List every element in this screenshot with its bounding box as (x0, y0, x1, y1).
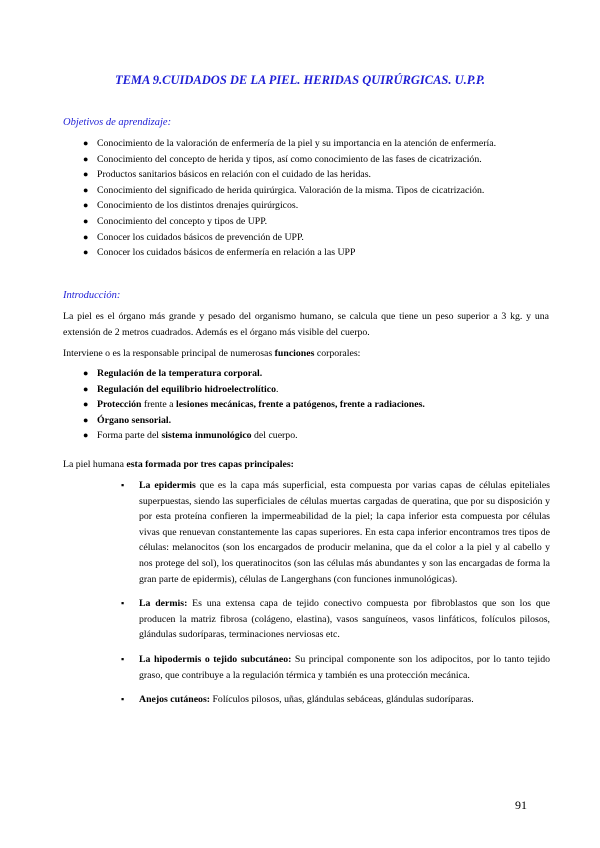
list-item: ● Regulación de la temperatura corporal. (63, 366, 553, 382)
square-bullet-icon: ▪ (121, 694, 125, 705)
bullet-icon: ● (83, 399, 89, 410)
page-title: TEMA 9.CUIDADOS DE LA PIEL. HERIDAS QUIRÚRGICAS. U.P.P. (114, 73, 486, 87)
bullet-icon: ● (83, 138, 89, 148)
objectives-list (63, 136, 553, 261)
list-item: ● Órgano sensorial. (63, 413, 553, 429)
list-item: ▪ Anejos cutáneos: Folículos pilosos, uñas, glándulas sebáceas, glándulas sudoríparas. (117, 692, 550, 708)
functions-lead: Interviene o es la responsable principal de numerosas funciones corporales: (63, 348, 361, 359)
bullet-icon: ● (83, 368, 89, 378)
intro-heading: Introducción: (63, 290, 121, 301)
bullet-icon: ● (83, 153, 89, 164)
bullet-icon: ● (83, 215, 89, 226)
square-bullet-icon: ▪ (121, 480, 125, 490)
list-item: ▪ La hipodermis o tejido subcutáneo: Su principal componente son los adipocitos, por lo tanto tejido graso, que contribuye a la regulación térmica y también es una protección mecánica. (121, 653, 550, 681)
list-item: ● Conocer los cuidados básicos de prevención de UPP. (63, 230, 553, 246)
list-item: ● Conocimiento del concepto de herida y tipos, así como conocimiento de las fases de cicatrización. (63, 152, 553, 168)
bullet-icon: ● (83, 200, 89, 211)
page-number: 91 (515, 798, 527, 812)
list-item: ● Productos sanitarios básicos en relación con el cuidado de las heridas. (63, 167, 553, 183)
square-bullet-icon: ▪ (121, 653, 125, 664)
list-item: ● Conocer los cuidados básicos de enfermería en relación a las UPP (63, 245, 553, 261)
bullet-icon: ● (83, 231, 89, 242)
skin-layers-list (117, 478, 550, 717)
bullet-icon: ● (83, 414, 89, 425)
bullet-icon: ● (83, 169, 89, 180)
list-item: ▪ La epidermis que es la capa más superficial, esta compuesta por varias capas de células epiteliales superpuestas, siendo las superficiales de células muertas cargadas de queratina, que por su disposición y por esta proteína confieren la impermeabilidad de la piel; la capa inferior esta compuesta por células vivas que renuevan constantemente las capas superiores. En esta capa inferior encontramos tres tipos de células: melanocitos (son los encargados de producir melanina, que da el color a la piel y al cabello y nos protege del sol), los queratinocitos (son las células más abundantes y son las encargadas de forma la gran parte de epidermis), células de Langerghans (con funciones inmunológicas). (121, 480, 550, 585)
functions-list (63, 366, 553, 444)
bullet-icon: ● (83, 383, 89, 394)
list-item: ▪ La dermis: Es una extensa capa de tejido conectivo compuesta por fibroblastos que son los que producen la matriz fibrosa (colágeno, elastina), vasos sanguíneos, vasos linfáticos, folículos pilosos, glándulas sudoríparas, terminaciones nerviosas etc. (121, 598, 550, 641)
list-item: ● Protección frente a lesiones mecánicas, frente a patógenos, frente a radiaciones. (63, 397, 553, 413)
bullet-icon: ● (83, 184, 89, 195)
list-item: ● Conocimiento del significado de herida quirúrgica. Valoración de la misma. Tipos de cicatrización. (63, 183, 553, 199)
list-item: ● Conocimiento de la valoración de enfermería de la piel y su importancia en la atención de enfermería. (63, 136, 553, 152)
list-item: ● Conocimiento de los distintos drenajes quirúrgicos. (63, 198, 553, 214)
bullet-icon: ● (83, 430, 89, 441)
square-bullet-icon: ▪ (121, 598, 125, 609)
objectives-heading: Objetivos de aprendizaje: (63, 117, 172, 128)
intro-paragraph: La piel es el órgano más grande y pesado del organismo humano, se calcula que tiene un peso superior a 3 kg. y una extensión de 2 metros cuadrados. Además es el órgano más visible del cuerpo. (63, 311, 549, 338)
list-item: ● Forma parte del sistema inmunológico del cuerpo. (63, 428, 553, 444)
list-item: ● Regulación del equilibrio hidroelectrolítico. (63, 382, 553, 398)
bullet-icon: ● (83, 247, 89, 258)
list-item: ● Conocimiento del concepto y tipos de UPP. (63, 214, 553, 230)
layers-lead: La piel humana esta formada por tres capas principales: (63, 459, 294, 470)
